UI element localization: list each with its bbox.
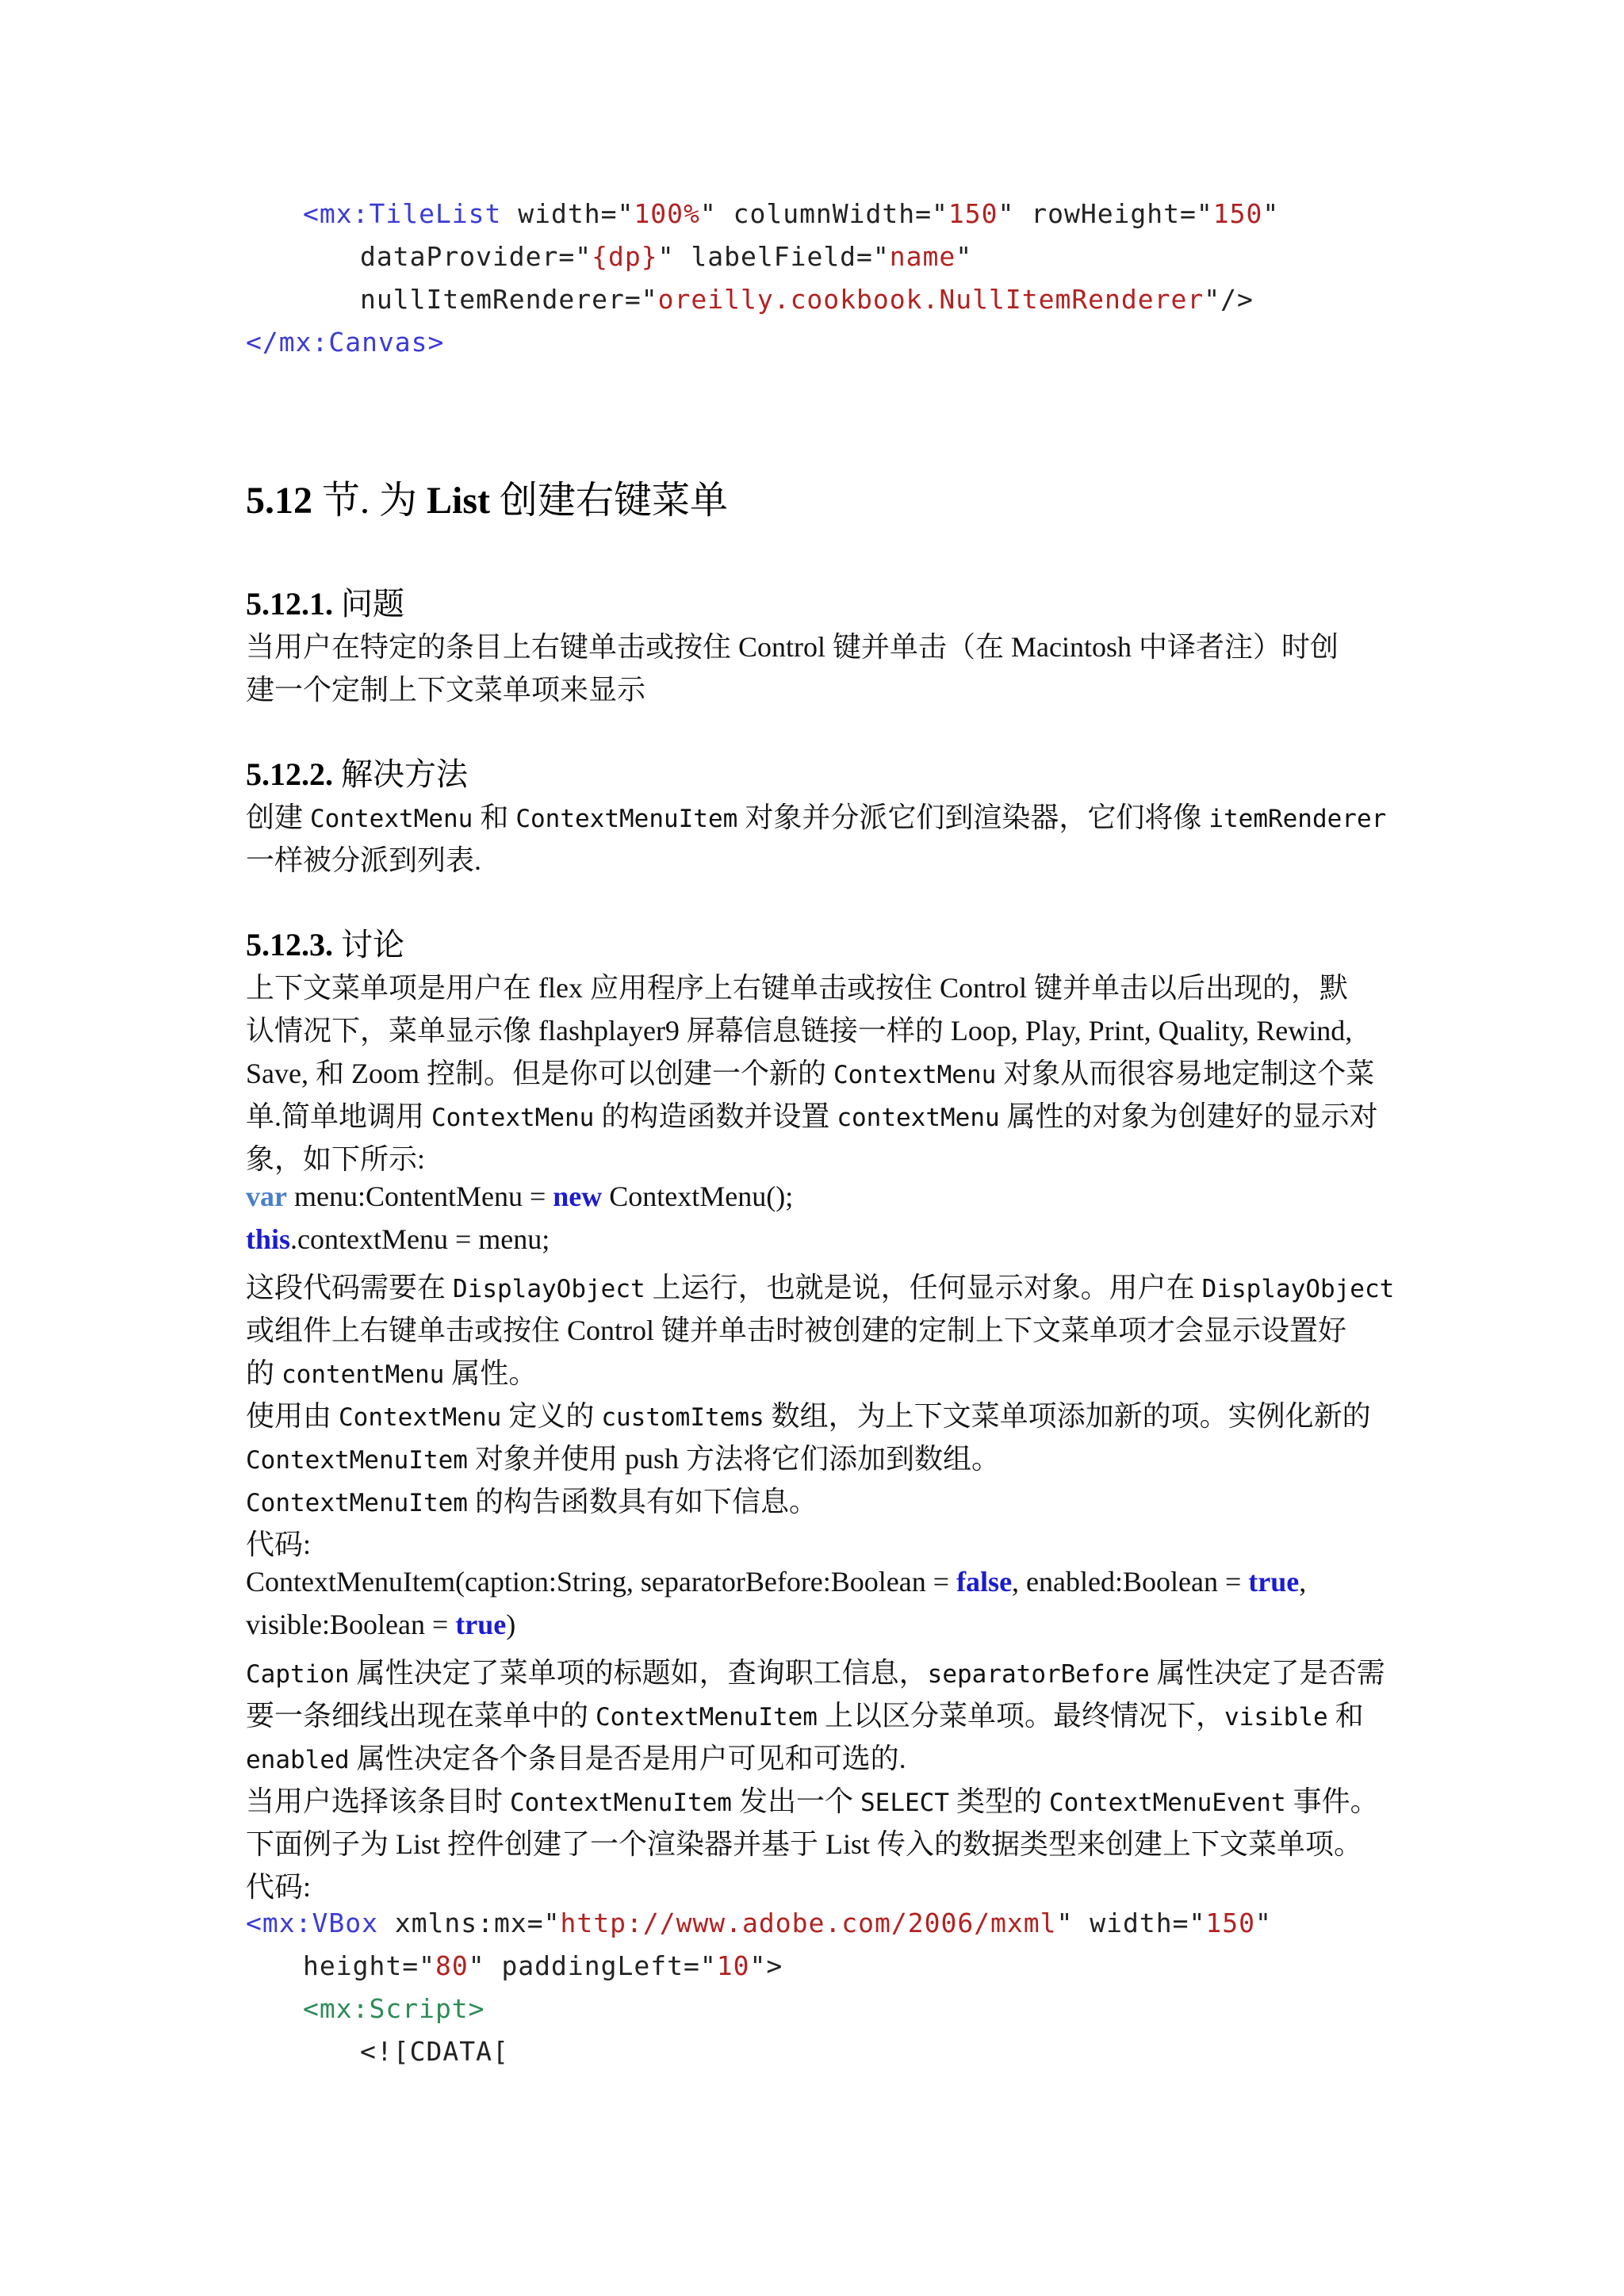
code-value: oreilly.cookbook.NullItemRenderer <box>657 284 1205 315</box>
code-attr: " rowHeight=" <box>998 198 1213 229</box>
text-run: 类型的 <box>948 1785 1049 1817</box>
text-run: .contextMenu = menu; <box>290 1223 550 1255</box>
text-run: 的构造函数并设置 <box>594 1100 837 1132</box>
paragraph-line: 下面例子为 List 控件创建了一个渲染器并基于 List 传入的数据类型来创建上下文菜单项。 <box>246 1828 1363 1860</box>
inline-code: Caption <box>246 1660 350 1689</box>
code-attr: "> <box>749 1950 783 1981</box>
inline-code: ContextMenu <box>310 805 473 833</box>
paragraph-line <box>246 1651 1385 1691</box>
paragraph-line <box>246 1693 1364 1734</box>
code-value: 150 <box>1205 1908 1255 1938</box>
code-value: 100% <box>634 198 700 229</box>
inline-code: visible <box>1224 1703 1328 1732</box>
code-tag: <mx:TileList <box>303 198 502 229</box>
text-run: 数组，为上下文菜单项添加新的项。实例化新的 <box>764 1400 1371 1432</box>
text-run: 事件。 <box>1285 1785 1379 1817</box>
code-keyword: false <box>956 1566 1013 1598</box>
code-value: http://www.adobe.com/2006/mxml <box>560 1908 1057 1938</box>
text-run: 和 <box>473 802 516 833</box>
text-run: 属性的对象为创建好的显示对 <box>999 1100 1378 1132</box>
inline-code: ContextMenuEvent <box>1049 1789 1286 1817</box>
subsection-heading <box>246 749 468 794</box>
paragraph-line <box>246 1479 818 1520</box>
paragraph-line: 认情况下，菜单显示像 flashplayer9 屏幕信息链接一样的 Loop, Play, Print, Quality, Rewind, <box>246 1015 1353 1047</box>
inline-code: ContextMenuItem <box>596 1703 818 1732</box>
inline-code: customItems <box>601 1403 764 1432</box>
paragraph-line <box>246 1051 1374 1092</box>
text-run: 属性。 <box>444 1357 538 1389</box>
code-line <box>246 1223 550 1256</box>
inline-code: contentMenu <box>282 1360 445 1389</box>
inline-code: ContextMenuItem <box>510 1789 732 1817</box>
code-value: 10 <box>716 1950 750 1981</box>
text-run: 对象从而很容易地定制这个菜 <box>996 1058 1375 1089</box>
paragraph-line: 或组件上右键单击或按住 Control 键并单击时被创建的定制上下文菜单项才会显示设置好 <box>246 1314 1347 1346</box>
inline-code: ContextMenuItem <box>515 805 738 833</box>
text-run: 发出一个 <box>731 1785 860 1817</box>
code-line <box>246 1180 793 1213</box>
code-line <box>246 1565 1306 1598</box>
section-title-part: 创建右键菜单 <box>490 480 729 522</box>
paragraph-line <box>246 1094 1378 1135</box>
code-line <box>360 241 972 272</box>
paragraph-line: 上下文菜单项是用户在 flex 应用程序上右键单击或按住 Control 键并单击以后出现的，默 <box>246 972 1348 1004</box>
text-run: Save, 和 Zoom 控制。但是你可以创建一个新的 <box>246 1058 833 1089</box>
code-line <box>246 327 444 358</box>
subsection-heading <box>246 920 404 965</box>
inline-code: DisplayObject <box>453 1275 645 1303</box>
code-line <box>303 198 1279 229</box>
code-keyword: new <box>553 1181 603 1212</box>
code-keyword: var <box>246 1181 287 1212</box>
section-title-part: 节. 为 <box>312 480 427 522</box>
text-run: 属性决定了菜单项的标题如，查询职工信息， <box>349 1657 928 1689</box>
subsection-title: 问题 <box>333 586 404 622</box>
code-attr: "/> <box>1204 284 1254 315</box>
code-attr: " labelField=" <box>657 241 890 272</box>
text-run: visible:Boolean = <box>246 1609 456 1640</box>
code-value: 150 <box>1212 198 1263 229</box>
subsection-number: 5.12.1. <box>246 586 333 622</box>
code-attr: " paddingLeft=" <box>468 1950 717 1981</box>
text-run: 上以区分菜单项。最终情况下， <box>817 1700 1224 1732</box>
code-line <box>360 284 1254 315</box>
text-run: ) <box>506 1609 516 1640</box>
text-run: 属性决定各个条目是否是用户可见和可选的. <box>349 1743 906 1774</box>
inline-code: ContextMenuItem <box>246 1446 468 1475</box>
code-attr: dataProvider=" <box>360 241 592 272</box>
text-run: 和 <box>1327 1700 1364 1732</box>
paragraph-line: 代码: <box>246 1529 312 1560</box>
paragraph-line: 象，如下所示: <box>246 1143 426 1175</box>
paragraph-line: 建一个定制上下文菜单项来显示 <box>246 674 646 706</box>
inline-code: enabled <box>246 1746 350 1774</box>
paragraph-line <box>246 1437 1000 1477</box>
subsection-number: 5.12.3. <box>246 927 333 962</box>
text-run: ContextMenuItem(caption:String, separatorBefore:Boolean = <box>246 1566 957 1598</box>
code-attr: width=" <box>501 198 634 229</box>
inline-code: DisplayObject <box>1201 1275 1395 1303</box>
text-run: 属性决定了是否需 <box>1149 1657 1385 1689</box>
code-attr: nullItemRenderer=" <box>360 284 658 315</box>
code-attr: height=" <box>303 1950 435 1981</box>
text-run: 的构告函数具有如下信息。 <box>467 1486 818 1517</box>
code-line <box>246 1908 1272 1938</box>
code-tag: </mx:Canvas> <box>246 327 445 358</box>
code-line <box>360 2036 509 2067</box>
text-run: 定义的 <box>501 1400 602 1432</box>
code-tag: <mx:Script> <box>303 1993 485 2024</box>
inline-code: ContextMenu <box>833 1061 997 1089</box>
code-text: <![CDATA[ <box>360 2036 509 2067</box>
inline-code: SELECT <box>860 1789 949 1817</box>
text-run: 对象并分派它们到渲染器，它们将像 <box>737 802 1209 833</box>
inline-code: separatorBefore <box>927 1660 1150 1689</box>
text-run: 对象并使用 push 方法将它们添加到数组。 <box>467 1443 1000 1475</box>
code-value: 80 <box>435 1950 469 1981</box>
text-run: ContextMenu(); <box>602 1181 794 1212</box>
code-tag: <mx:VBox <box>246 1908 378 1938</box>
code-line <box>246 1608 515 1641</box>
subsection-number: 5.12.2. <box>246 756 333 792</box>
inline-code: itemRenderer <box>1208 805 1387 833</box>
text-run: 要一条细线出现在菜单中的 <box>246 1700 596 1732</box>
inline-code: ContextMenu <box>431 1104 595 1132</box>
code-attr: " <box>1262 198 1280 229</box>
text-run: , <box>1299 1566 1307 1598</box>
code-attr: " <box>956 241 973 272</box>
inline-code: ContextMenuItem <box>246 1489 468 1517</box>
code-attr: " <box>1254 1908 1272 1938</box>
code-keyword: this <box>246 1223 291 1255</box>
paragraph-line <box>246 1265 1394 1306</box>
subsection-title: 讨论 <box>333 927 404 962</box>
paragraph-line <box>246 1394 1371 1434</box>
paragraph-line <box>246 795 1386 836</box>
code-attr: xmlns:mx=" <box>377 1908 561 1938</box>
subsection-heading <box>246 579 404 624</box>
paragraph-line: 一样被分派到列表. <box>246 844 482 876</box>
text-run: 这段代码需要在 <box>246 1272 454 1303</box>
subsection-title: 解决方法 <box>333 756 468 792</box>
text-run: 单.简单地调用 <box>246 1100 432 1132</box>
code-attr: " columnWidth=" <box>699 198 948 229</box>
paragraph-line <box>246 1736 906 1777</box>
section-title-part: List <box>427 480 491 522</box>
code-value: name <box>889 241 956 272</box>
text-run: 当用户选择该条目时 <box>246 1785 511 1817</box>
text-run: 创建 <box>246 802 311 833</box>
code-keyword: true <box>455 1609 507 1640</box>
text-run: 的 <box>246 1357 282 1389</box>
section-heading <box>246 469 728 524</box>
text-run: 上运行，也就是说，任何显示对象。用户在 <box>645 1272 1202 1303</box>
paragraph-line <box>246 1779 1379 1820</box>
paragraph-line: 代码: <box>246 1871 312 1903</box>
inline-code: contextMenu <box>837 1104 1000 1132</box>
code-line <box>303 1993 485 2024</box>
code-value: {dp} <box>592 241 658 272</box>
code-keyword: true <box>1248 1566 1300 1598</box>
paragraph-line <box>246 1351 537 1391</box>
text-run: , enabled:Boolean = <box>1012 1566 1249 1598</box>
code-attr: " width=" <box>1056 1908 1206 1938</box>
text-run: menu:ContentMenu = <box>286 1181 553 1212</box>
paragraph-line: 当用户在特定的条目上右键单击或按住 Control 键并单击（在 Macintosh 中译者注）时创 <box>246 631 1339 663</box>
inline-code: ContextMenu <box>339 1403 502 1432</box>
code-line <box>303 1950 783 1981</box>
section-number: 5.12 <box>246 480 312 522</box>
code-value: 150 <box>948 198 998 229</box>
text-run: 使用由 <box>246 1400 339 1432</box>
